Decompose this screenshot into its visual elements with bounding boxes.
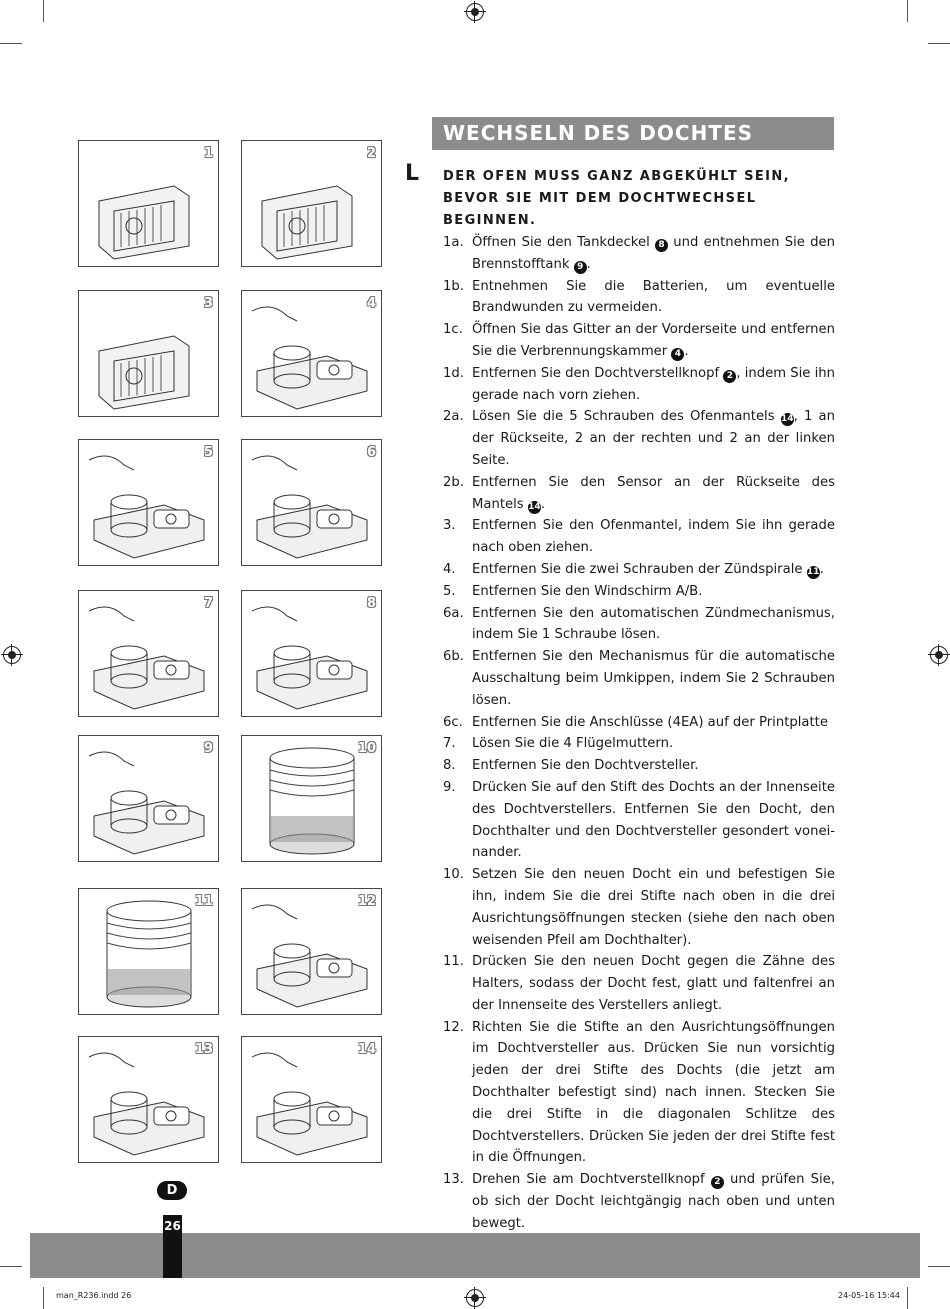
figure-panel bbox=[241, 888, 382, 1015]
step-text: Richten Sie die Stifte an den Ausrichtungsöffnungen im Dochtversteller aus. Drücken Sie nun vorsichtig jeden der drei Stifte des Dochts (die jetzt am Dochthalter befestigt sind) nach innen. Stecken Sie die drei Stifte in die diagonalen Schlitze des Dochtverstellers. Drücken Sie jeden der drei Stifte fest in die Öffnungen. bbox=[472, 1019, 835, 1166]
step-text: Entfernen Sie die Anschlüsse (4EA) auf der Printplatte bbox=[472, 714, 828, 730]
figure-number: 7 bbox=[203, 596, 213, 611]
part-number-badge: 4 bbox=[671, 348, 684, 361]
heater-illustration bbox=[242, 440, 381, 565]
heater-illustration bbox=[242, 141, 381, 266]
figure-number: 2 bbox=[366, 146, 376, 161]
instruction-step bbox=[443, 363, 835, 407]
instruction-step bbox=[443, 406, 835, 471]
step-text: Lösen Sie die 5 Schrauben des Ofenmantels 14, 1 an der Rückseite, 2 an der rechten und 2 an der linken Seite. bbox=[472, 409, 835, 468]
step-number: 5. bbox=[443, 583, 456, 599]
instruction-step bbox=[443, 1017, 835, 1170]
instruction-step bbox=[443, 755, 835, 777]
heater-illustration bbox=[242, 591, 381, 716]
step-text: Drücken Sie auf den Stift des Dochts an der Innenseite des Dochtverstellers. Entfernen Sie den Docht, den Dochthalter und den Dochtversteller gesondert vonei-nander. bbox=[472, 779, 835, 861]
step-text: Öffnen Sie das Gitter an der Vorderseite und entfernen Sie die Verbrennungskammer 4 . bbox=[472, 322, 835, 359]
registration-mark-icon bbox=[466, 3, 484, 21]
step-text: Entfernen Sie den Mechanismus für die automatische Ausschaltung beim Umkippen, indem Sie 2 Schrauben lösen. bbox=[472, 649, 835, 708]
instruction-step bbox=[443, 864, 835, 951]
step-text: Drücken Sie den neuen Docht gegen die Zähne des Halters, sodass der Docht fest, glatt und faltenfrei an der Innenseite des Verstellers anliegt. bbox=[472, 954, 835, 1013]
step-number: 2a. bbox=[443, 409, 464, 425]
part-number-badge: 8 bbox=[655, 239, 668, 252]
step-number: 6a. bbox=[443, 605, 464, 621]
step-number: 13. bbox=[443, 1172, 464, 1188]
heater-illustration bbox=[79, 141, 218, 266]
language-badge: D bbox=[157, 1181, 187, 1200]
step-number: 6b. bbox=[443, 649, 464, 665]
step-number: 10. bbox=[443, 867, 464, 883]
instruction-step bbox=[443, 951, 835, 1016]
slug-file: man_R236.indd 26 bbox=[56, 1291, 132, 1300]
step-text: Öffnen Sie den Tankdeckel 8 und entnehmen Sie den Brennstofftank 9 . bbox=[472, 235, 835, 272]
heater-illustration bbox=[79, 591, 218, 716]
instruction-step bbox=[443, 515, 835, 559]
crop-mark bbox=[928, 43, 950, 44]
step-text: Entfernen Sie den Dochtverstellknopf 2 , indem Sie ihn gerade nach vorn ziehen. bbox=[472, 365, 835, 403]
heater-illustration bbox=[79, 736, 218, 861]
step-text: Entfernen Sie den Sensor an der Rückseite des Mantels 14. bbox=[472, 474, 835, 512]
figure-panel bbox=[241, 140, 382, 267]
crop-mark bbox=[907, 1287, 908, 1309]
step-number: 12. bbox=[443, 1019, 464, 1035]
heater-illustration bbox=[79, 291, 218, 416]
figure-panel bbox=[78, 140, 219, 267]
instruction-step bbox=[443, 276, 835, 320]
step-text: Entfernen Sie den Ofenmantel, indem Sie ihn gerade nach oben ziehen. bbox=[472, 518, 835, 556]
section-title-bar bbox=[432, 117, 834, 150]
step-text: Entfernen Sie den Windschirm A/B. bbox=[472, 583, 703, 599]
part-number-badge: 2 bbox=[723, 370, 736, 383]
figure-panel bbox=[241, 735, 382, 862]
instruction-step bbox=[443, 712, 835, 734]
figure-panel bbox=[78, 290, 219, 417]
instruction-step bbox=[443, 581, 835, 603]
instruction-step bbox=[443, 319, 835, 363]
step-number: 4. bbox=[443, 561, 456, 577]
step-text: Lösen Sie die 4 Flügelmuttern. bbox=[472, 736, 674, 752]
figure-number: 1 bbox=[203, 146, 213, 161]
registration-mark-icon bbox=[3, 646, 21, 664]
crop-mark bbox=[907, 0, 908, 22]
part-number-badge: 14 bbox=[528, 501, 541, 512]
step-number: 1b. bbox=[443, 278, 464, 294]
crop-mark bbox=[0, 1266, 22, 1267]
figure-number: 12 bbox=[357, 894, 376, 909]
instruction-list bbox=[443, 232, 835, 1235]
instruction-step bbox=[443, 232, 835, 276]
figure-number: 10 bbox=[357, 741, 376, 756]
instruction-step bbox=[443, 646, 835, 711]
instruction-step bbox=[443, 733, 835, 755]
part-number-badge: 2 bbox=[711, 1176, 724, 1189]
instruction-step bbox=[443, 603, 835, 647]
figure-panel bbox=[241, 290, 382, 417]
part-number-badge: 11 bbox=[806, 566, 820, 577]
figure-panel bbox=[241, 439, 382, 566]
figure-number: 13 bbox=[194, 1042, 213, 1057]
figure-number: 11 bbox=[194, 894, 213, 909]
figure-number: 4 bbox=[366, 296, 376, 311]
crop-mark bbox=[43, 1287, 44, 1309]
instruction-step bbox=[443, 1169, 835, 1234]
section-letter: L bbox=[405, 161, 420, 186]
figure-number: 6 bbox=[366, 445, 376, 460]
step-number: 9. bbox=[443, 779, 456, 795]
figure-panel bbox=[78, 1036, 219, 1163]
step-text: Entfernen Sie den Dochtversteller. bbox=[472, 758, 699, 774]
instruction-step bbox=[443, 559, 835, 581]
step-number: 1c. bbox=[443, 322, 463, 338]
figure-panel bbox=[241, 1036, 382, 1163]
crop-mark bbox=[0, 43, 22, 44]
step-number: 8. bbox=[443, 758, 456, 774]
part-number-badge: 9 bbox=[574, 261, 587, 274]
figure-number: 14 bbox=[357, 1042, 376, 1057]
figure-number: 8 bbox=[366, 596, 376, 611]
step-number: 1d. bbox=[443, 365, 464, 381]
step-text: Entnehmen Sie die Batterien, um eventuelle Brandwunden zu vermeiden. bbox=[472, 278, 835, 316]
step-number: 3. bbox=[443, 518, 456, 534]
instruction-step bbox=[443, 472, 835, 516]
step-text: Drehen Sie am Dochtverstellknopf 2 und prüfen Sie, ob sich der Docht leichtgängig nach oben und unten bewegt. bbox=[472, 1172, 835, 1231]
step-number: 6c. bbox=[443, 714, 463, 730]
figure-number: 5 bbox=[203, 445, 213, 460]
figure-panel bbox=[78, 590, 219, 717]
instruction-step bbox=[443, 777, 835, 864]
figure-panel bbox=[78, 735, 219, 862]
crop-mark bbox=[43, 0, 44, 22]
step-number: 2b. bbox=[443, 474, 464, 490]
page-number: 26 bbox=[164, 1219, 181, 1233]
figure-panel bbox=[78, 888, 219, 1015]
part-number-badge: 14 bbox=[780, 414, 794, 425]
step-text: Setzen Sie den neuen Docht ein und befestigen Sie ihn, indem Sie die drei Stifte nach oben in die drei Ausrichtungsöffnungen stecken (siehe den nach oben weisenden Pfeil am Dochthalter). bbox=[472, 867, 835, 948]
step-number: 1a. bbox=[443, 235, 464, 250]
figure-panel bbox=[241, 590, 382, 717]
heater-illustration bbox=[242, 291, 381, 416]
step-number: 11. bbox=[443, 954, 464, 970]
crop-mark bbox=[928, 1266, 950, 1267]
slug-date: 24-05-16 15:44 bbox=[838, 1291, 900, 1300]
registration-mark-icon bbox=[466, 1289, 484, 1307]
step-text: Entfernen Sie den automatischen Zündmechanismus, indem Sie 1 Schraube lösen. bbox=[472, 605, 835, 643]
registration-mark-icon bbox=[930, 646, 948, 664]
step-text: Entfernen Sie die zwei Schrauben der Zündspirale 11. bbox=[472, 561, 824, 577]
figure-number: 9 bbox=[203, 741, 213, 756]
figure-panel bbox=[78, 439, 219, 566]
heater-illustration bbox=[79, 440, 218, 565]
figure-number: 3 bbox=[203, 296, 213, 311]
section-title: WECHSELN DES DOCHTES bbox=[443, 121, 754, 145]
warning-text: DER OFEN MUSS GANZ ABGEKÜHLT SEIN, BEVOR SIE MIT DEM DOCHTWECHSEL BEGINNEN. bbox=[443, 169, 790, 228]
step-number: 7. bbox=[443, 736, 456, 752]
